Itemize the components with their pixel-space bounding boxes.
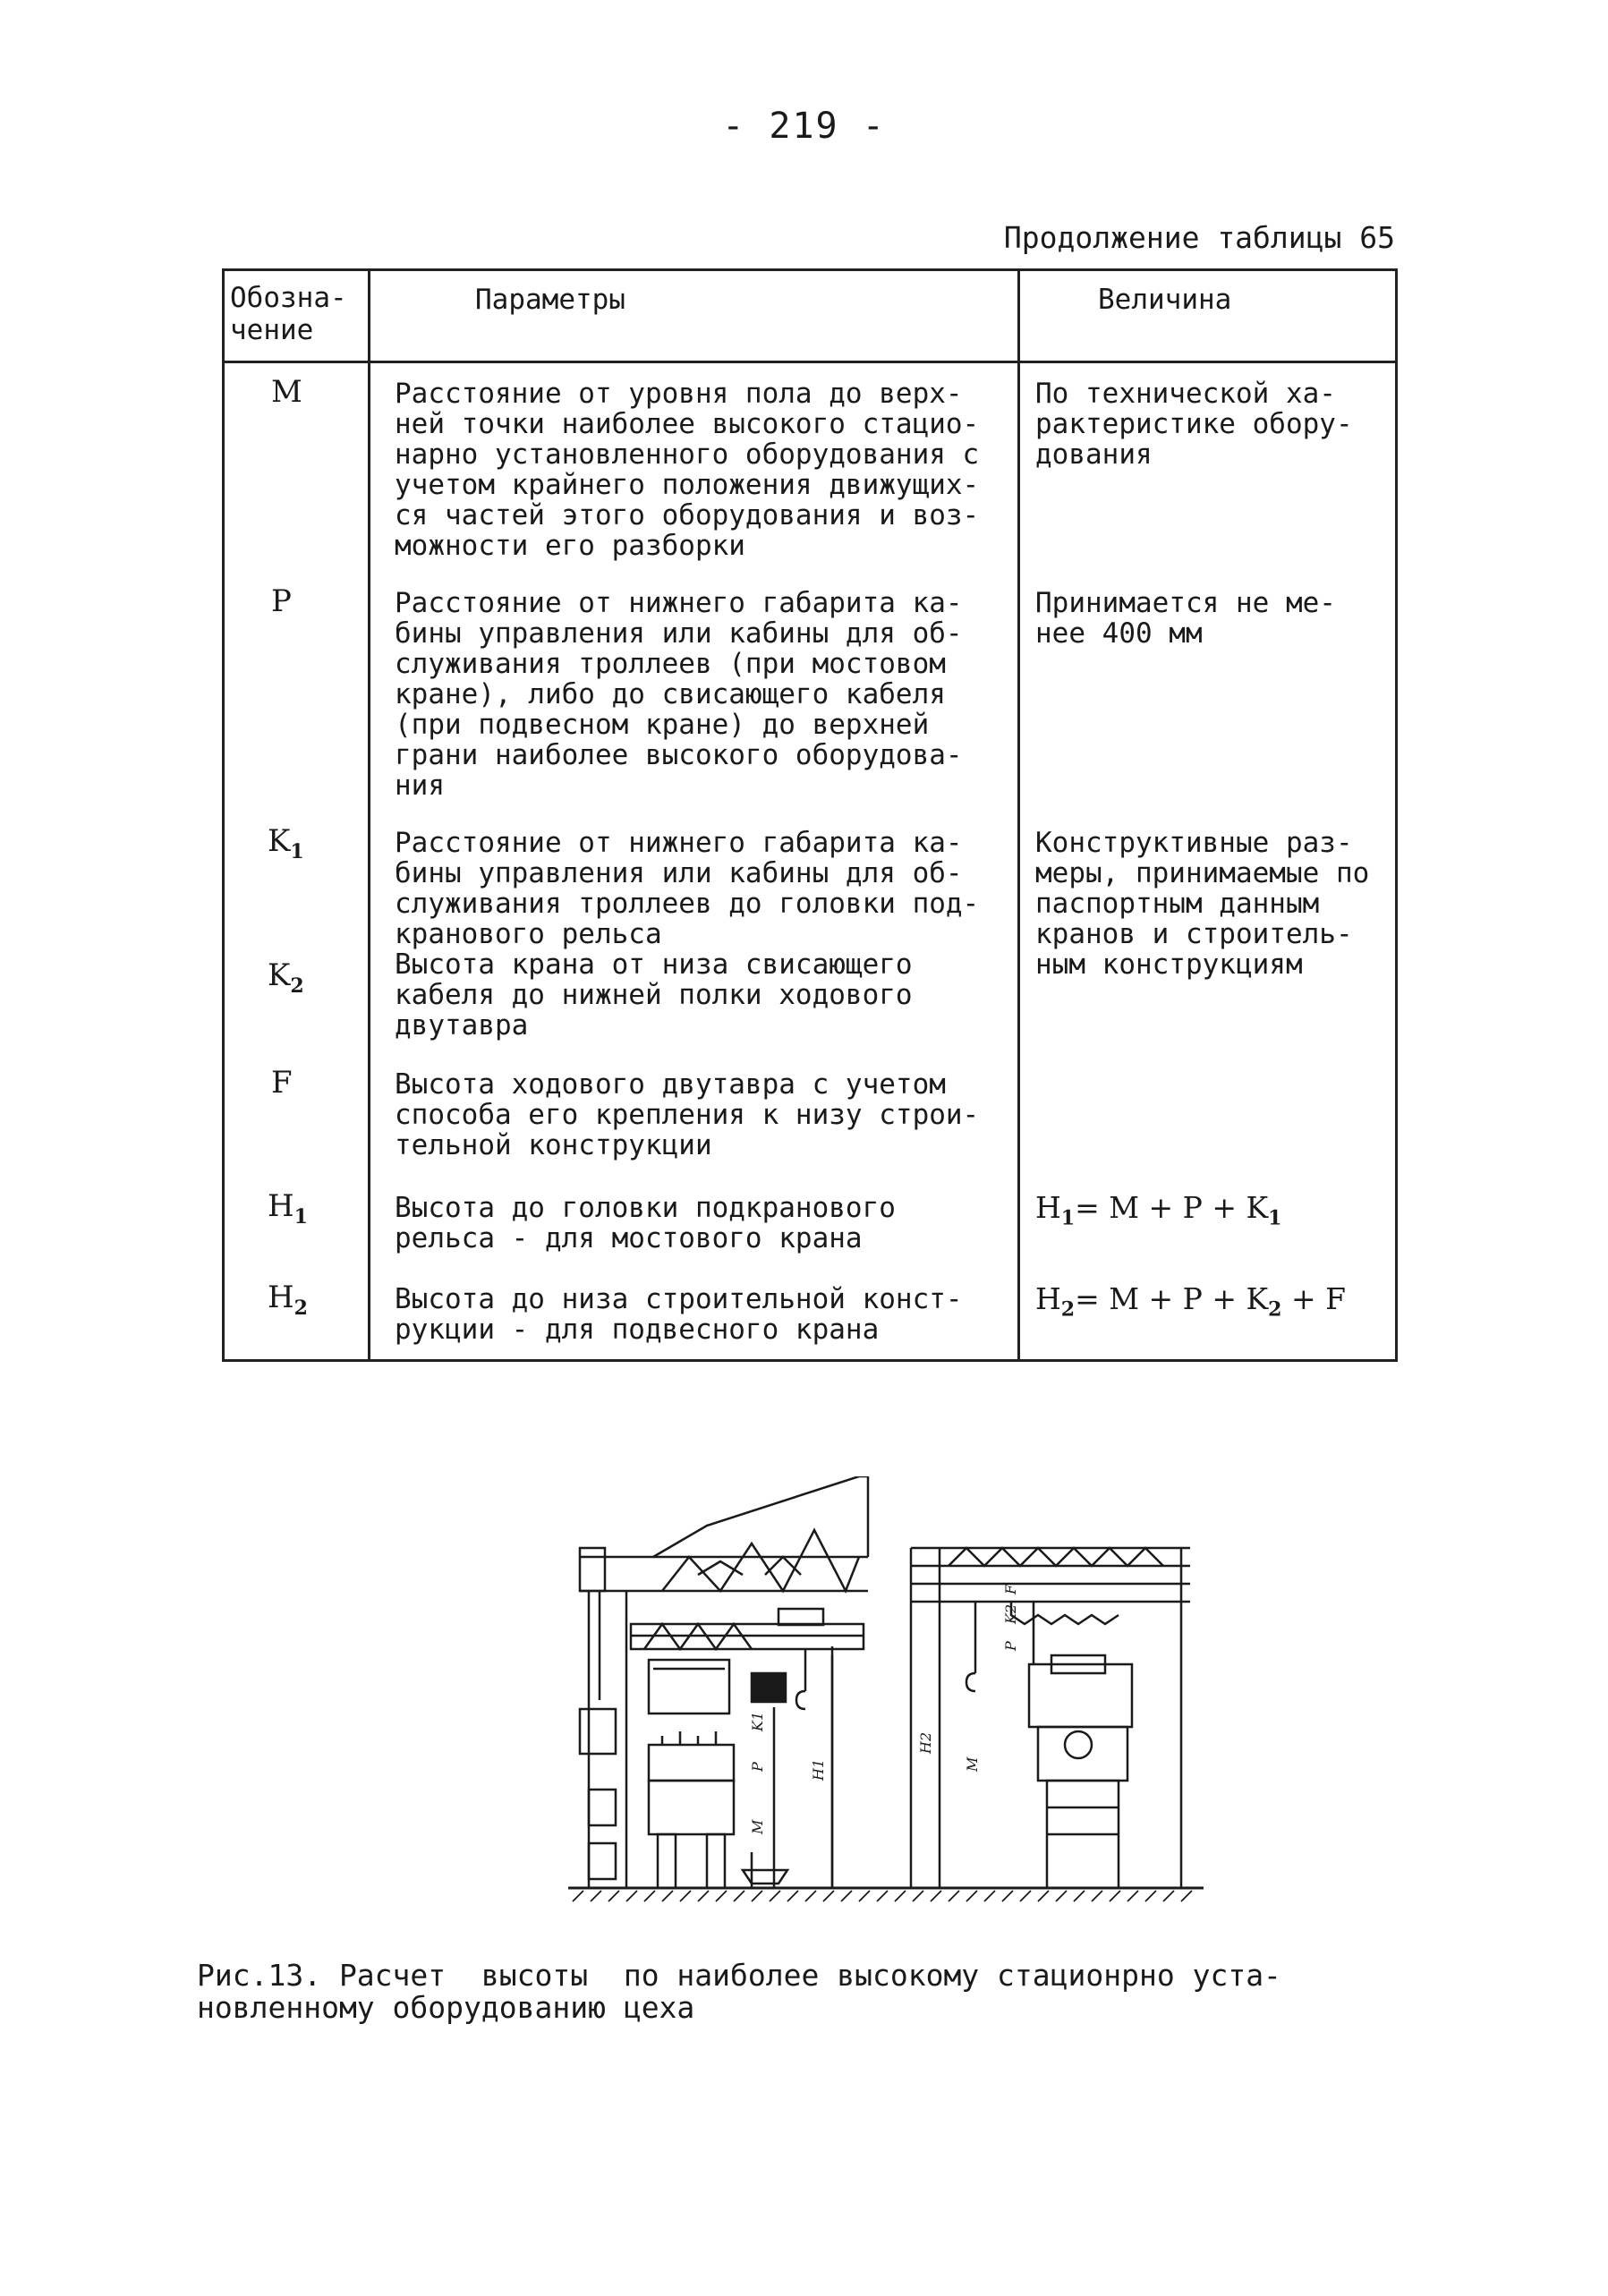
symbol-h1: $H_1$	[268, 1188, 308, 1229]
page-number: - 219 -	[722, 106, 886, 147]
label-h2: H2	[917, 1731, 934, 1754]
label-m-right: M	[964, 1756, 981, 1772]
symbol-m: M	[271, 374, 302, 410]
right-bay-structure	[911, 1548, 1190, 1888]
left-bay-bridge-crane	[631, 1609, 864, 1713]
label-k2: K2	[1002, 1603, 1019, 1624]
parameters-table	[222, 268, 1398, 1362]
crane-bays-drawing	[564, 1476, 1208, 1906]
right-bay-equipment	[1029, 1655, 1132, 1888]
formula-h2: $H_2= M + P + K_2 + F$	[1035, 1281, 1346, 1322]
value-k1-k2: Конструктивные раз- меры, принимаемые по паспортным данным кранов и строитель- ным конструкциям	[1035, 827, 1370, 981]
figure-caption: Рис.13. Расчет высоты по наиболее высокому стационрно уста- новленному оборудованию цеха	[197, 1958, 1281, 2025]
table-divider	[1017, 271, 1020, 1359]
left-bay-column	[580, 1591, 626, 1888]
label-h1: H1	[810, 1758, 827, 1781]
symbol-h2: $H_2$	[268, 1280, 308, 1320]
table-divider	[368, 271, 370, 1359]
symbol-k2: $K_2$	[268, 957, 304, 998]
symbol-p: P	[271, 583, 292, 619]
label-p-left: P	[749, 1762, 766, 1772]
parameter-k2: Высота крана от низа свисающего кабеля до нижней полки ходового двутавра	[395, 948, 913, 1042]
symbol-k1: $K_1$	[268, 823, 304, 863]
label-k1: K1	[749, 1711, 766, 1731]
ground-line	[568, 1888, 1204, 1901]
parameter-h2: Высота до низа строительной конст- рукции - для подвесного крана	[395, 1283, 963, 1346]
parameter-p: Расстояние от нижнего габарита ка- бины управления или кабины для об- служивания троллеев (при мостовом кране), либо до свисающего кабеля (при подвесном кране) до верхней грани наиболее высокого оборудова- ния	[395, 587, 963, 802]
table-continuation-label: Продолжение таблицы 65	[1003, 220, 1395, 255]
left-bay-truss	[580, 1476, 868, 1591]
label-f: F	[1002, 1584, 1019, 1594]
parameter-f: Высота ходового двутавра с учетом способа его крепления к низу строи- тельной конструкции	[395, 1068, 980, 1161]
value-m: По технической ха- рактеристике обору- дования	[1035, 378, 1353, 471]
label-p-right: P	[1002, 1641, 1019, 1651]
crane-height-figure	[564, 1476, 1208, 1906]
symbol-f: F	[271, 1065, 293, 1101]
header-value: Величина	[1098, 284, 1232, 316]
label-m-left: M	[749, 1819, 766, 1834]
parameter-k1: Расстояние от нижнего габарита ка- бины управления или кабины для об- служивания троллеев до головки под- кранового рельса	[395, 827, 980, 950]
value-p: Принимается не ме- нее 400 мм	[1035, 587, 1336, 650]
table-header-divider	[225, 361, 1395, 363]
header-symbol: Обозна- чение	[230, 282, 347, 346]
parameter-m: Расстояние от уровня пола до верх- ней точки наиболее высокого стацио- нарно установленного оборудования с учетом крайнего положения движущих- ся частей этого оборудования и воз- можности его разборки	[395, 378, 980, 562]
header-parameters: Параметры	[475, 284, 625, 316]
formula-h1: $H_1= M + P + K_1$	[1035, 1190, 1282, 1230]
parameter-h1: Высота до головки подкранового рельса - для мостового крана	[395, 1192, 896, 1254]
